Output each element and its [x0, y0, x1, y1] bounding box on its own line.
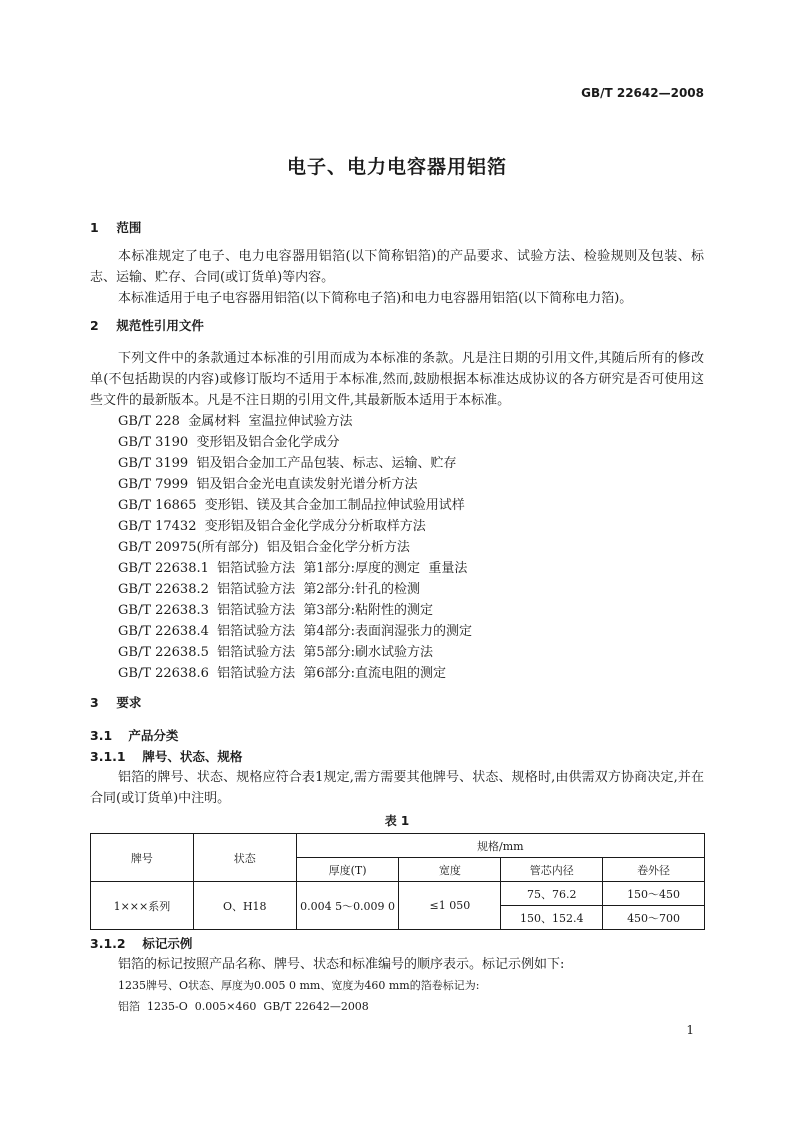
section-2-heading [90, 315, 704, 336]
paragraph: 本标准适用于电子电容器用铝箔(以下简称电子箔)和电力电容器用铝箔(以下简称电力箔)。 [118, 291, 633, 306]
reference-item: GB/T 17432 变形铝及铝合金化学成分分析取样方法 [118, 519, 426, 534]
marking-example: 铝箔 1235-O 0.005×460 GB/T 22642—2008 [118, 1000, 369, 1013]
section-title: 规范性引用文件 [116, 318, 204, 333]
cell-od-2: 450～700 [603, 906, 705, 930]
reference-item: GB/T 22638.2 铝箔试验方法 第2部分:针孔的检测 [118, 582, 421, 597]
header-thickness: 厚度(T) [296, 858, 399, 882]
page-number: 1 [686, 1023, 694, 1037]
section-title: 范围 [116, 220, 142, 235]
section-number: 1 [90, 220, 99, 235]
document-title: 电子、电力电容器用铝箔 [286, 156, 507, 178]
header-grade: 牌号 [91, 834, 194, 882]
spec-table [90, 833, 705, 930]
section-1-heading [90, 217, 704, 238]
reference-item: GB/T 22638.4 铝箔试验方法 第4部分:表面润湿张力的测定 [118, 624, 473, 639]
subsection-3-1-1-heading [90, 746, 704, 767]
section-title: 牌号、状态、规格 [142, 749, 243, 764]
reference-item: GB/T 22638.5 铝箔试验方法 第5部分:刷水试验方法 [118, 645, 434, 660]
reference-item: GB/T 22638.3 铝箔试验方法 第3部分:粘附性的测定 [118, 603, 434, 618]
section-number: 2 [90, 318, 99, 333]
header-outer-diameter: 卷外径 [603, 858, 705, 882]
header-core-diameter: 管芯内径 [501, 858, 603, 882]
cell-od-1: 150～450 [603, 882, 705, 906]
cell-grade: 1×××系列 [91, 882, 194, 930]
header-spec: 规格/mm [296, 834, 704, 858]
reference-item: GB/T 22638.6 铝箔试验方法 第6部分:直流电阻的测定 [118, 666, 447, 681]
paragraph: 本标准规定了电子、电力电容器用铝箔(以下简称铝箔)的产品要求、试验方法、检验规则及包装、标志、运输、贮存、合同(或订货单)等内容。 [90, 249, 704, 285]
standard-number: GB/T 22642—2008 [581, 86, 704, 100]
reference-item: GB/T 20975(所有部分) 铝及铝合金化学分析方法 [118, 540, 410, 555]
reference-item: GB/T 7999 铝及铝合金光电直读发射光谱分析方法 [118, 477, 418, 492]
cell-temper: O、H18 [193, 882, 296, 930]
cell-core-1: 75、76.2 [501, 882, 603, 906]
subsection-3-1-2-heading [90, 933, 704, 954]
table-caption: 表 1 [384, 814, 410, 828]
header-temper: 状态 [193, 834, 296, 882]
section-title: 标记示例 [142, 936, 193, 951]
section-number: 3.1.2 [90, 936, 126, 951]
reference-item: GB/T 22638.1 铝箔试验方法 第1部分:厚度的测定 重量法 [118, 561, 468, 576]
document-body [90, 217, 704, 1017]
subsection-3-1-heading [90, 725, 704, 746]
header-width: 宽度 [399, 858, 501, 882]
cell-width: ≤1 050 [399, 882, 501, 930]
reference-item: GB/T 3190 变形铝及铝合金化学成分 [118, 435, 340, 450]
paragraph: 铝箔的牌号、状态、规格应符合表1规定,需方需要其他牌号、状态、规格时,由供需双方协商决定,并在合同(或订货单)中注明。 [90, 770, 704, 806]
cell-core-2: 150、152.4 [501, 906, 603, 930]
reference-item: GB/T 228 金属材料 室温拉伸试验方法 [118, 414, 353, 429]
marking-example-text: 1235牌号、O状态、厚度为0.005 0 mm、宽度为460 mm的箔卷标记为: [118, 979, 480, 992]
reference-item: GB/T 3199 铝及铝合金加工产品包装、标志、运输、贮存 [118, 456, 457, 471]
reference-item: GB/T 16865 变形铝、镁及其合金加工制品拉伸试验用试样 [118, 498, 465, 513]
section-number: 3 [90, 695, 99, 710]
cell-thickness: 0.004 5～0.009 0 [296, 882, 399, 930]
section-title: 要求 [116, 695, 142, 710]
reference-list [90, 411, 704, 684]
section-3-heading [90, 692, 704, 713]
section-number: 3.1.1 [90, 749, 126, 764]
section-number: 3.1 [90, 728, 113, 743]
paragraph: 铝箔的标记按照产品名称、牌号、状态和标准编号的顺序表示。标记示例如下: [118, 957, 565, 972]
paragraph: 下列文件中的条款通过本标准的引用而成为本标准的条款。凡是注日期的引用文件,其随后所有的修改单(不包括勘误的内容)或修订版均不适用于本标准,然而,鼓励根据本标准达成协议的各方研究是否可使用这些文件的最新版本。凡是不注日期的引用文件,其最新版本适用于本标准。 [90, 351, 704, 408]
section-title: 产品分类 [128, 728, 179, 743]
